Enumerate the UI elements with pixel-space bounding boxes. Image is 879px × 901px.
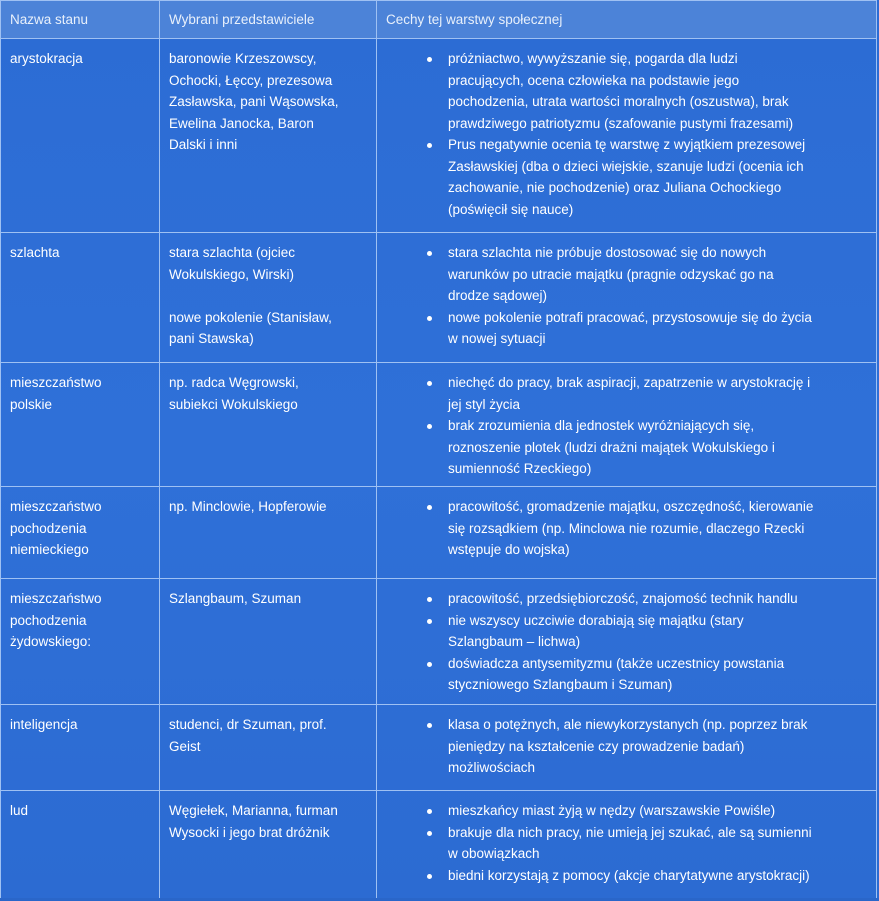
trait-item: stara szlachta nie próbuje dostosować się do nowych warunków po utracie majątku (pragnie odzyskać go na drodze sądowej) (386, 242, 866, 307)
row-7-class-name: lud (1, 791, 160, 901)
trait-item: Prus negatywnie ocenia tę warstwę z wyjątkiem prezesowej Zasławskiej (dba o dzieci wiejskie, szanuje ludzi (ocenia ich zachowanie, nie pochodzenie) oraz Juliana Ochockiego (poświęcił się nauce) (386, 134, 866, 220)
row-7-traits (377, 791, 877, 901)
row-2-traits (377, 233, 877, 363)
trait-item: doświadcza antysemityzmu (także uczestnicy powstania styczniowego Szlangbaum i Szuman) (386, 653, 866, 696)
row-4-traits (377, 487, 877, 579)
row-5-traits (377, 579, 877, 705)
trait-item: pracowitość, przedsiębiorczość, znajomość technik handlu (386, 588, 866, 610)
trait-item: nie wszyscy uczciwie dorabiają się majątku (stary Szlangbaum – lichwa) (386, 610, 866, 653)
trait-item: biedni korzystają z pomocy (akcje charytatywne arystokracji) (386, 865, 866, 887)
row-6-trait-list (386, 714, 866, 779)
trait-item: mieszkańcy miast żyją w nędzy (warszawskie Powiśle) (386, 800, 866, 822)
row-1-traits (377, 39, 877, 233)
row-7-representatives: Węgiełek, Marianna, furman Wysocki i jego brat dróżnik (160, 791, 377, 901)
row-1-trait-list (386, 48, 866, 220)
row-6-class-name: inteligencja (1, 705, 160, 791)
row-7-trait-list (386, 800, 866, 886)
row-4-representatives: np. Minclowie, Hopferowie (160, 487, 377, 579)
trait-item: klasa o potężnych, ale niewykorzystanych (np. poprzez brak pieniędzy na kształcenie czy prowadzenie badań) możliwościach (386, 714, 866, 779)
row-2-trait-list (386, 242, 866, 350)
row-3-traits (377, 363, 877, 487)
row-6-traits (377, 705, 877, 791)
row-1-class-name: arystokracja (1, 39, 160, 233)
row-5-class-name: mieszczaństwo pochodzenia żydowskiego: (1, 579, 160, 705)
row-4-trait-list (386, 496, 866, 561)
trait-item: nowe pokolenie potrafi pracować, przystosowuje się do życia w nowej sytuacji (386, 307, 866, 350)
trait-item: brak zrozumienia dla jednostek wyróżniających się, roznoszenie plotek (ludzi drażni majątek Wokulskiego i sumienność Rzeckiego) (386, 415, 866, 480)
row-1-representatives: baronowie Krzeszowscy, Ochocki, Łęccy, prezesowa Zasławska, pani Wąsowska, Ewelina Janocka, Baron Dalski i inni (160, 39, 377, 233)
trait-item: pracowitość, gromadzenie majątku, oszczędność, kierowanie się rozsądkiem (np. Minclowa nie rozumie, dlaczego Rzecki wstępuje do wojska) (386, 496, 866, 561)
row-5-representatives: Szlangbaum, Szuman (160, 579, 377, 705)
trait-item: brakuje dla nich pracy, nie umieją jej szukać, ale są sumienni w obowiązkach (386, 822, 866, 865)
row-2-class-name: szlachta (1, 233, 160, 363)
row-5-trait-list (386, 588, 866, 696)
trait-item: niechęć do pracy, brak aspiracji, zapatrzenie w arystokrację i jej styl życia (386, 372, 866, 415)
row-4-class-name: mieszczaństwo pochodzenia niemieckiego (1, 487, 160, 579)
row-3-class-name: mieszczaństwo polskie (1, 363, 160, 487)
row-3-trait-list (386, 372, 866, 480)
row-6-representatives: studenci, dr Szuman, prof. Geist (160, 705, 377, 791)
trait-item: próżniactwo, wywyższanie się, pogarda dla ludzi pracujących, ocena człowieka na podstawie jego pochodzenia, utrata wartości moralnych (oszustwa), brak prawdziwego patriotyzmu (szafowanie pustymi frazesami) (386, 48, 866, 134)
row-2-representatives: stara szlachta (ojciec Wokulskiego, Wirski) nowe pokolenie (Stanisław, pani Stawska) (160, 233, 377, 363)
header-class-name: Nazwa stanu (1, 1, 160, 39)
header-traits: Cechy tej warstwy społecznej (377, 1, 877, 39)
header-representatives: Wybrani przedstawiciele (160, 1, 377, 39)
row-3-representatives: np. radca Węgrowski, subiekci Wokulskiego (160, 363, 377, 487)
